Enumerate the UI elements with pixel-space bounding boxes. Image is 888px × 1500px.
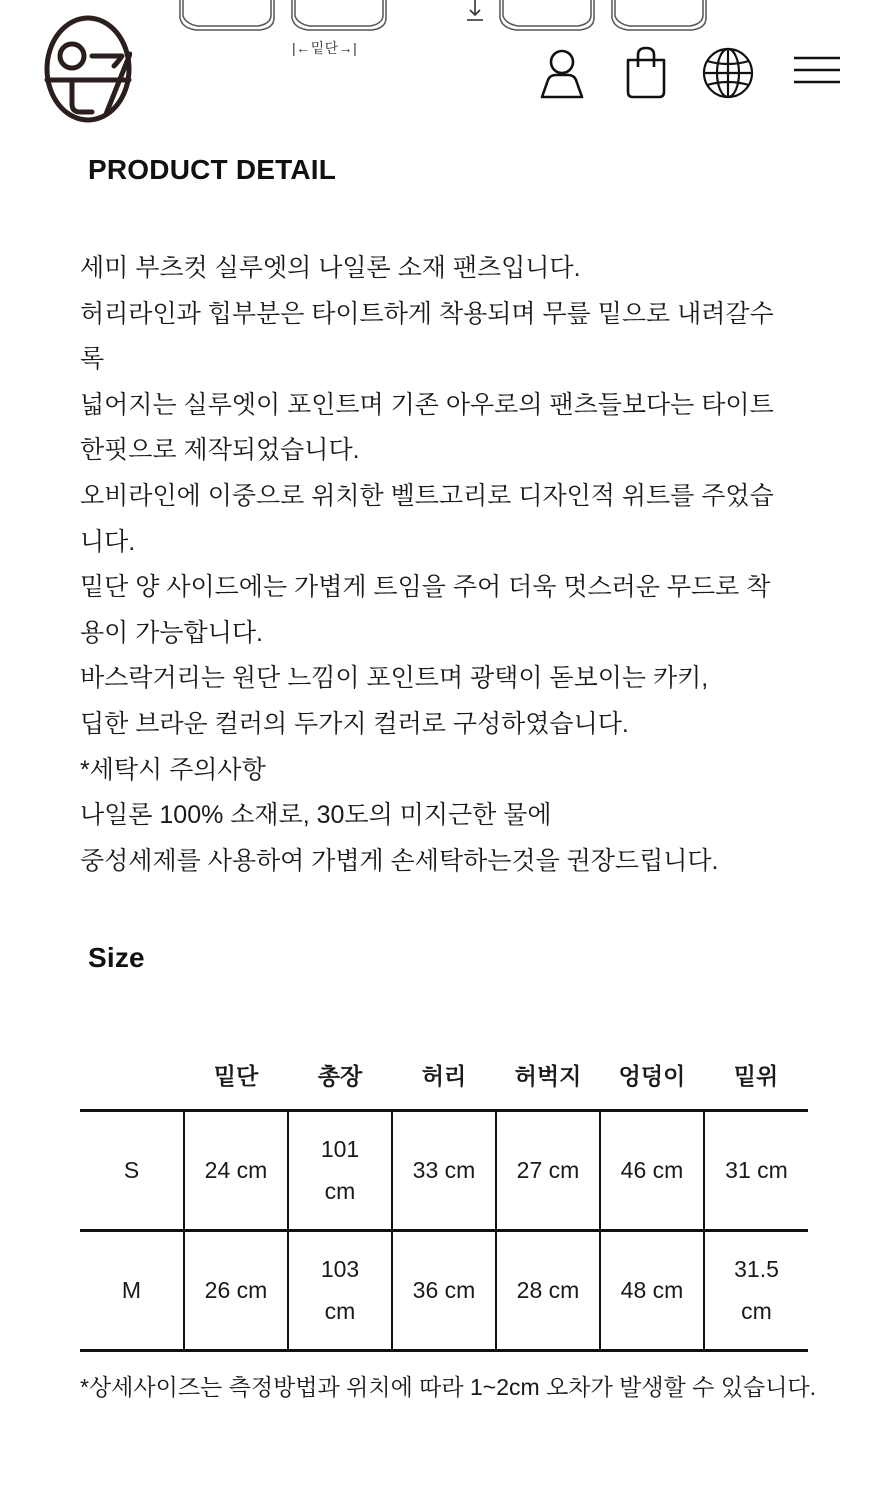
size-label: S xyxy=(80,1110,184,1230)
shopping-bag-icon[interactable] xyxy=(618,44,674,104)
table-row xyxy=(80,1110,808,1230)
hem-measure-label: |←밑단→| xyxy=(292,40,358,56)
table-cell: 27 cm xyxy=(496,1110,600,1230)
table-cell: 31.5 cm xyxy=(704,1230,808,1350)
description-line: 밑단 양 사이드에는 가볍게 트임을 주어 더욱 멋스러운 무드로 착 xyxy=(80,573,771,602)
description-line: 딥한 브라운 컬러의 두가지 컬러로 구성하였습니다. xyxy=(80,709,629,738)
size-header-thigh: 허벅지 xyxy=(514,1062,582,1089)
size-title: Size xyxy=(88,942,145,973)
description-line: 니다. xyxy=(80,527,136,556)
size-header-hip: 엉덩이 xyxy=(618,1062,686,1089)
header-toolbar xyxy=(0,44,888,104)
table-cell: 46 cm xyxy=(600,1110,704,1230)
size-header-blank xyxy=(80,1048,184,1110)
description-line: 록 xyxy=(80,345,105,374)
description-line: 바스락거리는 원단 느낌이 포인트며 광택이 돋보이는 카키, xyxy=(80,664,709,693)
description-line: 오비라인에 이중으로 위치한 벨트고리로 디자인적 위트를 주었습 xyxy=(80,481,774,510)
description-line: 중성세제를 사용하여 가볍게 손세탁하는것을 권장드립니다. xyxy=(80,846,719,875)
product-detail-title: PRODUCT DETAIL xyxy=(88,154,337,185)
table-cell: 33 cm xyxy=(392,1110,496,1230)
table-cell: 24 cm xyxy=(184,1110,288,1230)
description-line: 세미 부츠컷 실루엣의 나일론 소재 팬츠입니다. xyxy=(80,254,581,282)
user-icon[interactable] xyxy=(534,44,590,104)
table-cell: 36 cm xyxy=(392,1230,496,1350)
description-line: 한핏으로 제작되었습니다. xyxy=(80,436,360,465)
table-cell: 48 cm xyxy=(600,1230,704,1350)
size-label: M xyxy=(80,1230,184,1350)
size-table xyxy=(80,1048,808,1352)
size-table-header-row xyxy=(80,1048,808,1110)
globe-icon[interactable] xyxy=(700,44,756,104)
pants-hem-diagram xyxy=(0,0,888,40)
table-cell: 101 cm xyxy=(288,1110,392,1230)
size-header-hem: 밑단 xyxy=(213,1062,259,1089)
table-cell: 103 cm xyxy=(288,1230,392,1350)
table-cell: 31 cm xyxy=(704,1110,808,1230)
description-line: 나일론 100% 소재로, 30도의 미지근한 물에 xyxy=(80,801,552,830)
size-header-waist: 허리 xyxy=(421,1062,467,1089)
size-header-rise: 밑위 xyxy=(733,1062,779,1089)
size-header-total-length: 총장 xyxy=(317,1062,363,1089)
description-line: 허리라인과 힙부분은 타이트하게 착용되며 무릎 밑으로 내려갈수 xyxy=(80,299,774,328)
description-line: 용이 가능합니다. xyxy=(80,618,263,647)
description-line: 넓어지는 실루엣이 포인트며 기존 아우로의 팬츠들보다는 타이트 xyxy=(80,390,774,419)
size-note: *상세사이즈는 측정방법과 위치에 따라 1~2cm 오차가 발생할 수 있습니다. xyxy=(80,1374,817,1400)
product-description xyxy=(80,246,820,884)
table-row xyxy=(80,1230,808,1350)
menu-icon[interactable] xyxy=(790,44,846,104)
table-cell: 26 cm xyxy=(184,1230,288,1350)
table-cell: 28 cm xyxy=(496,1230,600,1350)
description-line: *세탁시 주의사항 xyxy=(80,755,266,784)
